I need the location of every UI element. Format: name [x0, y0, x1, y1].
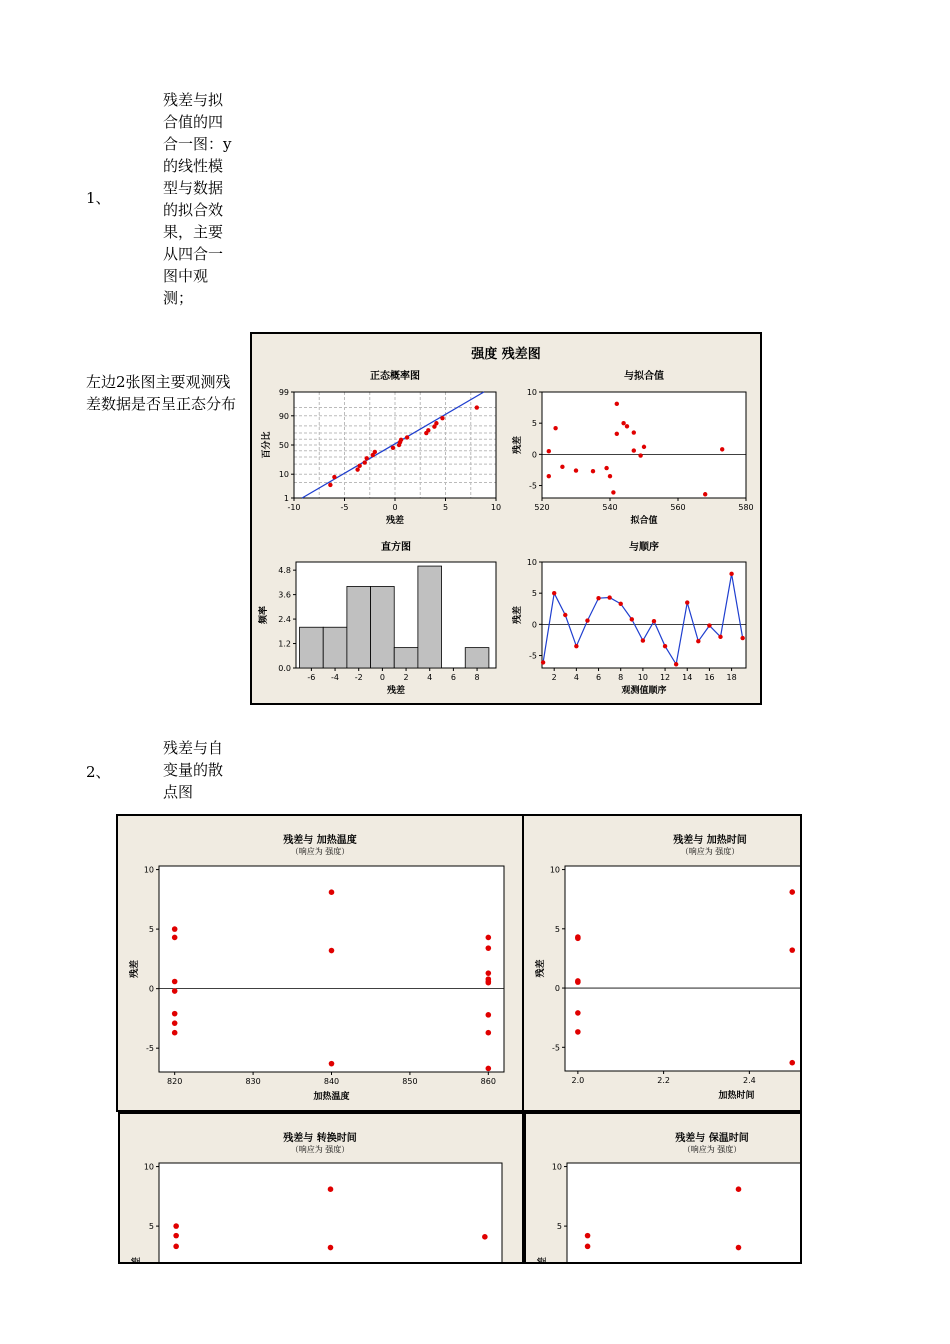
- x-tick-label: 520: [534, 503, 550, 512]
- y-tick-label: 50: [278, 441, 289, 450]
- data-point: [632, 448, 636, 452]
- x-tick-label: 0: [392, 503, 398, 512]
- data-point: [486, 1030, 492, 1036]
- data-point: [426, 428, 430, 432]
- chart-title: 残差与 转换时间: [283, 1133, 357, 1144]
- y-tick-label: 10: [526, 388, 537, 397]
- heat-temp-svg: [118, 816, 522, 1110]
- y-tick-label: 10: [143, 865, 154, 875]
- data-point: [552, 591, 556, 595]
- data-point: [696, 639, 700, 643]
- y-tick-label: 5: [531, 419, 537, 429]
- y-axis-label: 残差: [536, 959, 546, 978]
- data-point: [707, 623, 711, 627]
- data-point: [608, 474, 612, 478]
- data-point: [434, 421, 438, 425]
- residual-vs-heat-time-chart: [522, 814, 842, 1112]
- data-point: [547, 474, 551, 478]
- data-point: [547, 449, 551, 453]
- data-point: [475, 405, 479, 409]
- data-point: [332, 475, 336, 479]
- data-point: [575, 1010, 581, 1016]
- data-point: [173, 1223, 179, 1229]
- data-point: [615, 432, 619, 436]
- y-tick-label: 10: [278, 470, 289, 480]
- data-point: [172, 1020, 178, 1026]
- y-tick-label: -5: [529, 651, 537, 661]
- data-point: [440, 416, 444, 420]
- data-point: [575, 979, 581, 985]
- data-point: [563, 613, 567, 617]
- y-tick-label: -5: [146, 1044, 154, 1054]
- data-point: [736, 1245, 742, 1251]
- residual-four-in-one-chart: [250, 332, 762, 705]
- data-point: [553, 426, 557, 430]
- four-in-one-svg: [252, 334, 760, 703]
- y-tick-label: -5: [552, 1043, 560, 1053]
- histogram-bar: [323, 627, 347, 668]
- y-axis-label: 残差: [132, 1256, 142, 1276]
- x-tick-label: -4: [331, 673, 340, 682]
- data-point: [486, 1066, 492, 1072]
- y-tick-label: 0.0: [278, 664, 291, 673]
- data-point: [591, 469, 595, 473]
- x-tick-label: 4: [427, 673, 433, 682]
- y-axis-label: 残差: [538, 1256, 548, 1276]
- x-tick-label: 2.4: [742, 1076, 756, 1085]
- y-tick-label: 99: [278, 388, 289, 397]
- chart-title: 残差与 保温时间: [675, 1133, 749, 1144]
- x-tick-label: 18: [726, 673, 737, 682]
- section-1-description: 残差与拟合值的四合一图：y的线性模型与数据的拟合效果，主要从四合一图中观测；: [163, 91, 232, 307]
- data-point: [638, 453, 642, 457]
- y-axis-label: 频率: [259, 605, 269, 625]
- y-tick-label: 0: [554, 984, 560, 994]
- histogram-bar: [465, 648, 489, 668]
- histogram-bar: [371, 586, 395, 668]
- histogram-bar: [300, 627, 324, 668]
- plot-area: [567, 1163, 802, 1264]
- data-point: [363, 460, 367, 464]
- chart-subtitle: （响应为 强度）: [290, 1145, 350, 1154]
- section-1-note: 左边2张图主要观测残差数据是否呈正态分布: [86, 373, 237, 413]
- data-point: [405, 435, 409, 439]
- x-tick-label: 2: [551, 673, 557, 682]
- data-point: [486, 945, 492, 951]
- residual-vs-heat-temp-chart: [116, 814, 524, 1112]
- x-axis-label: 拟合值: [630, 516, 658, 526]
- chart-title: 残差与 加热温度: [283, 835, 357, 846]
- heat-time-svg: 残差与 加热时间（响应为 强度）-505102.0 2.2 2.4 2.6加热时间残差: [524, 816, 802, 1110]
- plot-area: [565, 866, 802, 1071]
- data-point: [740, 636, 744, 640]
- convert-time-svg: [120, 1114, 522, 1276]
- data-point: [596, 596, 600, 600]
- data-point: [173, 1233, 179, 1239]
- data-point: [357, 464, 361, 468]
- data-point: [399, 438, 403, 442]
- plot-area: [542, 562, 746, 668]
- y-axis-label: 残差: [513, 435, 523, 455]
- data-point: [674, 662, 678, 666]
- data-point: [607, 595, 611, 599]
- y-tick-label: 10: [549, 865, 560, 875]
- x-axis-label: 残差: [385, 516, 405, 526]
- y-tick-label: 0: [531, 620, 537, 630]
- data-point: [718, 635, 722, 639]
- x-tick-label: 2.0: [571, 1076, 585, 1085]
- chart-subtitle: （响应为 强度）: [682, 1145, 742, 1154]
- data-point: [172, 988, 178, 994]
- plot-area: [159, 866, 504, 1072]
- x-tick-label: 820: [167, 1077, 183, 1086]
- section-2-description: 残差与自变量的散点图: [163, 739, 224, 801]
- data-point: [720, 447, 724, 451]
- data-point: [560, 465, 564, 469]
- x-tick-label: 860: [480, 1077, 496, 1086]
- data-point: [575, 935, 581, 941]
- data-point: [641, 638, 645, 642]
- chart-title: 残差与 加热时间: [673, 835, 747, 846]
- x-tick-label: -2: [354, 673, 363, 682]
- data-point: [172, 926, 178, 932]
- data-point: [355, 467, 359, 471]
- data-point: [486, 1012, 492, 1018]
- x-tick-label: 0: [379, 673, 385, 682]
- y-tick-label: 5: [531, 589, 537, 599]
- x-tick-label: 540: [602, 503, 618, 512]
- data-point: [172, 979, 178, 985]
- x-tick-label: -6: [307, 673, 316, 682]
- chart-title: 强度 残差图: [471, 347, 541, 362]
- histogram-bar: [394, 648, 418, 668]
- y-tick-label: 2.4: [278, 615, 291, 625]
- data-point: [685, 600, 689, 604]
- x-tick-label: 560: [670, 503, 686, 512]
- y-tick-label: 5: [556, 1222, 562, 1232]
- y-tick-label: 4.8: [278, 566, 291, 576]
- chart-subtitle: （响应为 强度）: [680, 847, 740, 856]
- data-point: [172, 1030, 178, 1036]
- data-point: [329, 948, 335, 954]
- x-tick-label: -10: [287, 503, 301, 512]
- data-point: [172, 1011, 178, 1017]
- x-tick-label: 14: [682, 673, 693, 682]
- data-point: [574, 468, 578, 472]
- y-tick-label: 3.6: [278, 590, 291, 600]
- panel-title: 与拟合值: [624, 371, 664, 382]
- x-tick-label: 580: [738, 503, 754, 512]
- x-axis-label: 加热温度: [313, 1092, 350, 1102]
- data-point: [604, 466, 608, 470]
- y-tick-label: 0: [531, 450, 537, 460]
- data-point: [328, 1245, 334, 1251]
- y-tick-label: 90: [278, 411, 289, 421]
- data-point: [575, 1029, 581, 1035]
- data-point: [630, 617, 634, 621]
- section-2-number: 2、: [86, 763, 111, 781]
- data-point: [585, 1244, 591, 1250]
- data-point: [482, 1234, 488, 1240]
- data-point: [625, 424, 629, 428]
- x-tick-label: 6: [450, 673, 456, 682]
- y-tick-label: 5: [148, 925, 154, 935]
- x-tick-label: 840: [323, 1077, 340, 1086]
- data-point: [486, 970, 492, 976]
- residual-vs-convert-time-chart: [118, 1112, 524, 1276]
- data-point: [585, 618, 589, 622]
- data-point: [789, 947, 795, 953]
- y-tick-label: 10: [143, 1162, 154, 1172]
- y-axis-label: 残差: [130, 959, 140, 979]
- data-point: [486, 979, 492, 985]
- x-tick-label: 12: [659, 673, 671, 682]
- data-point: [173, 1244, 179, 1250]
- section-1-number: 1、: [86, 189, 111, 207]
- y-tick-label: 1: [283, 494, 289, 503]
- x-axis-label: 观测值顺序: [621, 686, 667, 696]
- data-point: [632, 430, 636, 434]
- data-point: [729, 572, 733, 576]
- x-tick-label: 16: [704, 673, 715, 682]
- x-tick-label: 8: [618, 673, 624, 682]
- histogram-bar: [418, 566, 442, 668]
- y-axis-label: 残差: [513, 605, 523, 625]
- y-axis-label: 百分比: [262, 431, 272, 459]
- data-point: [642, 445, 646, 449]
- x-tick-label: 850: [402, 1077, 418, 1086]
- data-point: [172, 935, 178, 941]
- data-point: [328, 1186, 334, 1192]
- data-point: [703, 492, 707, 496]
- data-point: [391, 446, 395, 450]
- residual-vs-hold-time-chart: [524, 1112, 802, 1276]
- data-point: [789, 1060, 795, 1066]
- x-axis-label: 残差: [386, 686, 406, 696]
- panel-title: 与顺序: [629, 542, 659, 553]
- x-tick-label: 8: [474, 673, 480, 682]
- x-tick-label: -5: [340, 503, 349, 512]
- y-tick-label: 5: [554, 924, 560, 934]
- y-tick-label: 5: [148, 1222, 154, 1232]
- y-tick-label: 0: [148, 984, 154, 994]
- data-point: [373, 450, 377, 454]
- x-tick-label: 5: [442, 503, 449, 512]
- x-tick-label: 830: [245, 1077, 261, 1086]
- data-point: [621, 421, 625, 425]
- data-point: [328, 483, 332, 487]
- y-tick-label: -5: [529, 481, 537, 491]
- x-tick-label: 10: [490, 503, 502, 512]
- chart-subtitle: （响应为 强度）: [290, 847, 350, 856]
- data-point: [663, 644, 667, 648]
- x-tick-label: 2.2: [657, 1076, 670, 1085]
- x-tick-label: 4: [573, 673, 579, 682]
- data-point: [619, 602, 623, 606]
- panel-title: 直方图: [381, 542, 411, 553]
- data-point: [611, 490, 615, 494]
- panel-title: 正态概率图: [370, 371, 420, 382]
- data-point: [365, 456, 369, 460]
- data-point: [615, 402, 619, 406]
- data-point: [585, 1233, 591, 1239]
- x-tick-label: 2: [403, 673, 409, 682]
- hold-time-svg: [526, 1114, 802, 1276]
- data-point: [789, 889, 795, 895]
- data-point: [574, 644, 578, 648]
- x-tick-label: 6: [595, 673, 602, 682]
- y-tick-label: 10: [551, 1162, 562, 1172]
- data-point: [329, 889, 335, 895]
- data-point: [736, 1186, 742, 1192]
- histogram-bar: [347, 586, 371, 668]
- data-point: [652, 619, 656, 623]
- data-point: [329, 1061, 335, 1067]
- y-tick-label: 10: [526, 558, 537, 567]
- x-tick-label: 10: [637, 673, 648, 682]
- x-axis-label: 加热时间: [718, 1091, 755, 1101]
- y-tick-label: 1.2: [278, 639, 291, 649]
- data-point: [486, 935, 492, 941]
- data-point: [541, 660, 545, 664]
